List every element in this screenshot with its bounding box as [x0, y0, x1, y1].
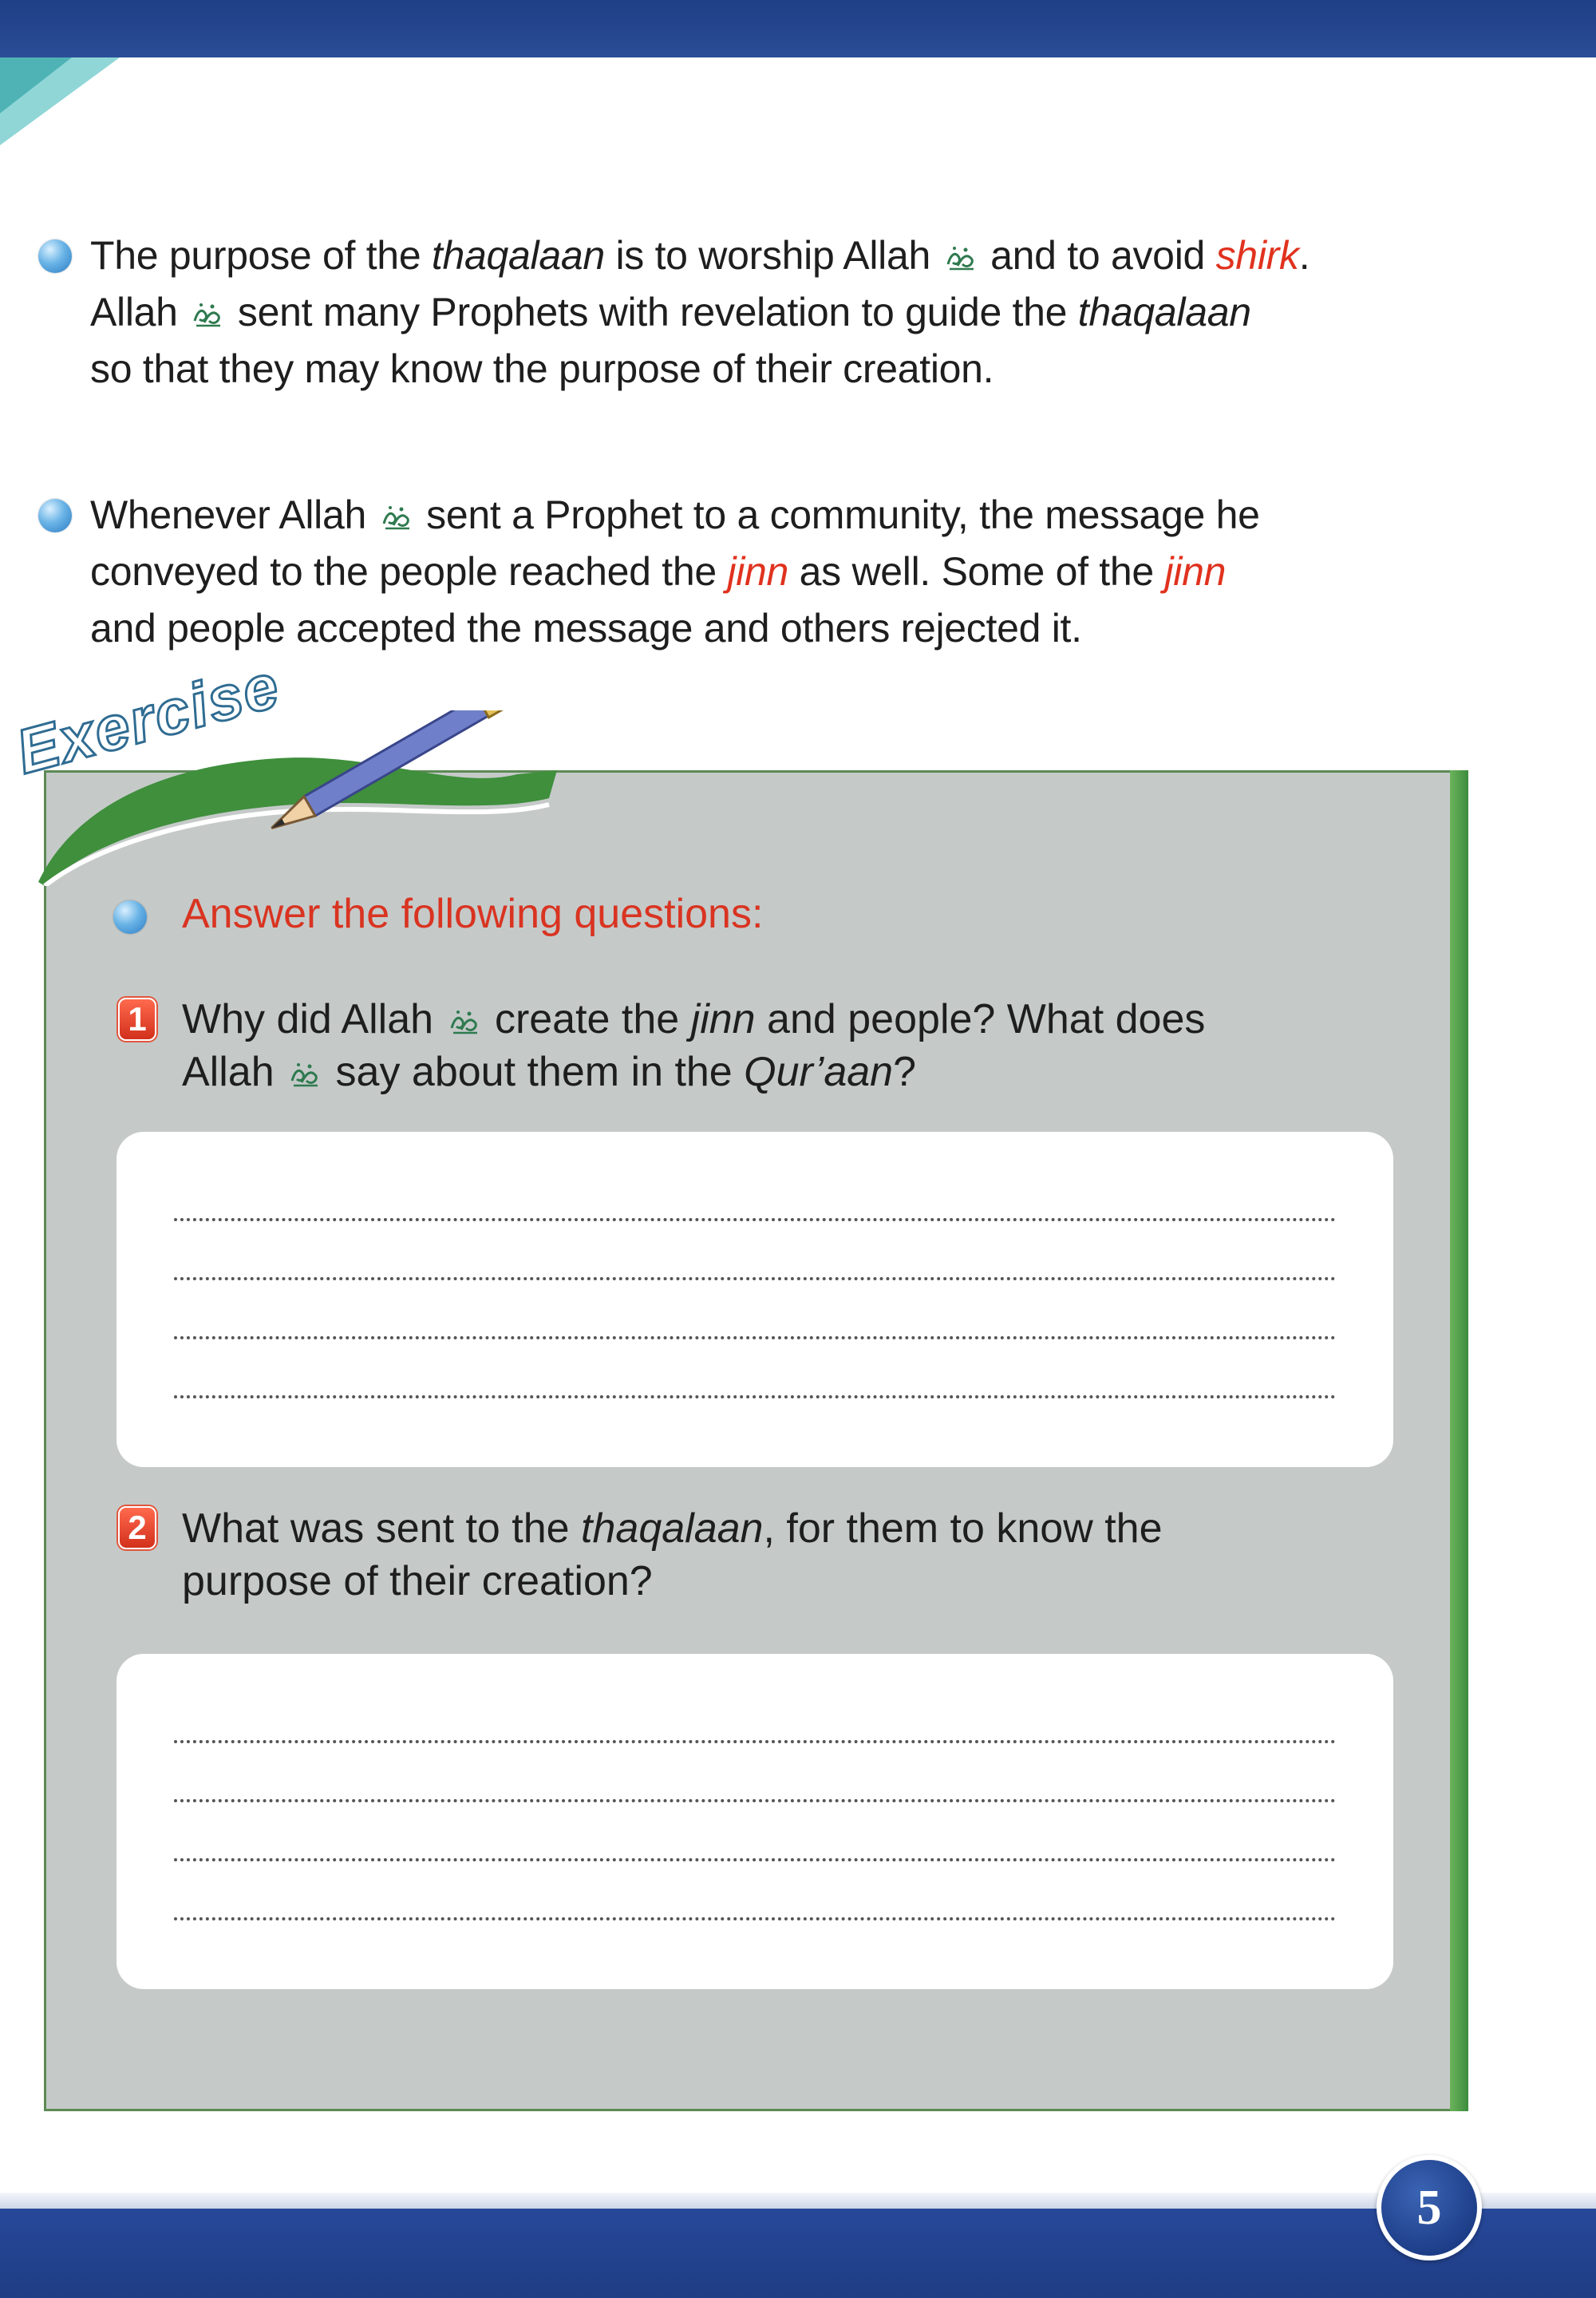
question-2 — [182, 1502, 1395, 1608]
question-number-badge: 1 — [118, 998, 156, 1041]
text-span: ? — [893, 1049, 917, 1095]
paragraph-purpose — [90, 227, 1495, 398]
salutation-icon — [945, 245, 977, 272]
text-span: say about them in the — [324, 1049, 745, 1095]
text-span: create the — [483, 996, 691, 1042]
answer-box-1[interactable] — [117, 1132, 1393, 1467]
term-quraan: Qur’aan — [744, 1049, 894, 1095]
text-span: Why did Allah — [182, 996, 445, 1042]
term-thaqalaan: thaqalaan — [1077, 290, 1251, 334]
term-thaqalaan: thaqalaan — [431, 233, 605, 278]
paragraph-line — [90, 284, 1495, 341]
exercise-instruction: Answer the following questions: — [182, 891, 764, 937]
answer-line[interactable] — [174, 1336, 1336, 1339]
bullet-icon — [113, 900, 147, 934]
bullet-icon — [38, 499, 72, 532]
exercise-title: Exercise — [9, 649, 287, 788]
top-banner — [0, 0, 1596, 57]
text-span: conveyed to the people reached the — [90, 549, 728, 594]
text-span: as well. Some of the — [788, 549, 1165, 594]
term-thaqalaan: thaqalaan — [581, 1505, 764, 1552]
question-line — [182, 993, 1395, 1046]
text-span: Whenever Allah — [90, 492, 377, 537]
text-span: What was sent to the — [182, 1505, 582, 1552]
answer-line[interactable] — [174, 1917, 1336, 1920]
answer-line[interactable] — [174, 1799, 1336, 1802]
salutation-icon — [448, 1009, 480, 1036]
term-jinn: jinn — [1164, 549, 1227, 594]
paragraph-line: and people accepted the message and others rejected it. — [90, 606, 1082, 651]
question-1 — [182, 993, 1395, 1098]
answer-line[interactable] — [174, 1218, 1336, 1221]
text-span: Allah — [182, 1049, 286, 1095]
footer-banner — [0, 2209, 1596, 2298]
term-jinn: jinn — [727, 549, 789, 594]
text-span: and people? What does — [755, 996, 1206, 1042]
question-line — [182, 1502, 1395, 1555]
term-shirk: shirk — [1215, 233, 1299, 278]
answer-box-2[interactable] — [117, 1654, 1393, 1989]
text-span: and to avoid — [979, 233, 1216, 278]
salutation-icon — [289, 1062, 321, 1089]
term-jinn: jinn — [690, 996, 756, 1042]
salutation-icon — [192, 302, 223, 329]
question-line: purpose of their creation? — [182, 1558, 653, 1604]
text-span: sent a Prophet to a community, the message he — [415, 492, 1260, 537]
page-number: 5 — [1377, 2155, 1482, 2260]
text-span: The purpose of the — [90, 233, 432, 278]
bullet-icon — [38, 239, 72, 273]
footer-band — [0, 2193, 1596, 2209]
answer-line[interactable] — [174, 1740, 1336, 1743]
text-span: . — [1298, 233, 1310, 278]
text-span: sent many Prophets with revelation to guide the — [227, 290, 1078, 334]
corner-decoration-inner — [0, 57, 72, 113]
text-span: , for them to know the — [763, 1505, 1163, 1552]
paragraph-jinn — [90, 487, 1495, 657]
text-span: Allah — [90, 290, 189, 334]
paragraph-line: so that they may know the purpose of their creation. — [90, 346, 994, 391]
answer-line[interactable] — [174, 1395, 1336, 1398]
text-span: is to worship Allah — [604, 233, 942, 278]
question-number-badge: 2 — [118, 1506, 156, 1549]
paragraph-line — [90, 227, 1495, 284]
paragraph-line — [90, 544, 1495, 600]
question-line — [182, 1046, 1395, 1098]
salutation-icon — [381, 504, 413, 532]
answer-line[interactable] — [174, 1277, 1336, 1280]
paragraph-line — [90, 487, 1495, 544]
exercise-panel-edge — [1450, 770, 1468, 2111]
answer-line[interactable] — [174, 1858, 1336, 1861]
